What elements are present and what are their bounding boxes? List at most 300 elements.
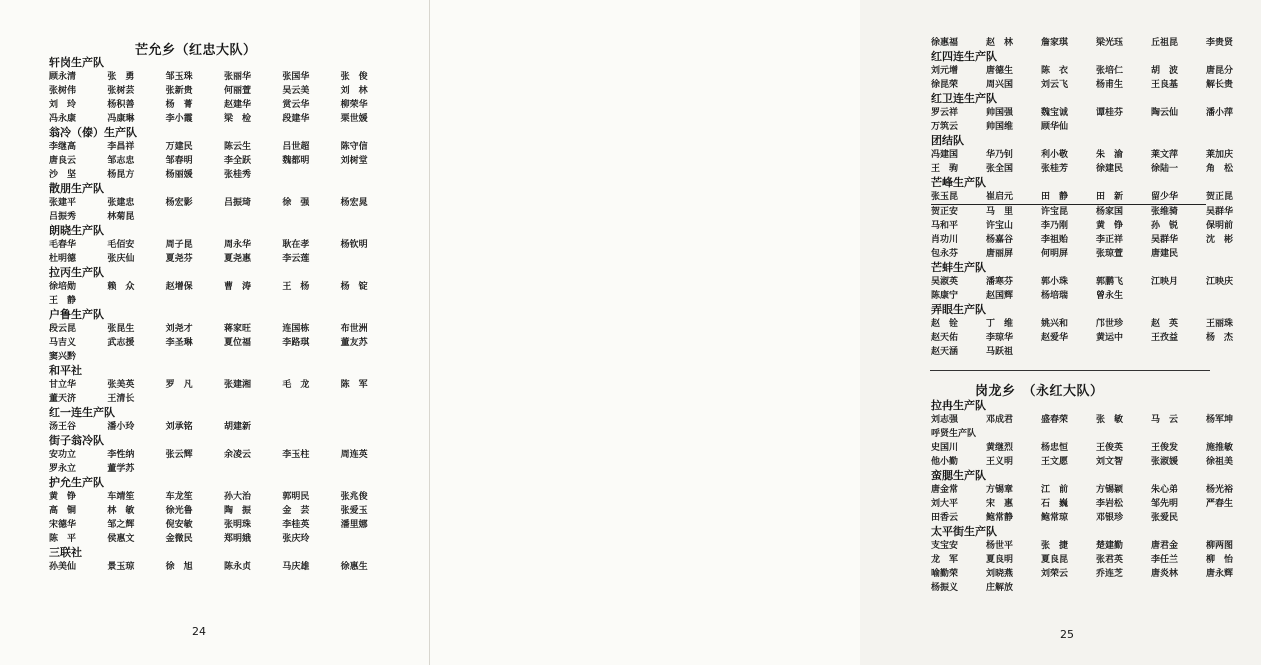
member-name: 姚兴和 <box>1041 319 1069 329</box>
member-name: 徐祖美 <box>1206 457 1234 467</box>
member-name: 喻勤荣 <box>931 569 959 579</box>
member-name: 刘大平 <box>931 499 959 509</box>
member-name: 董友苏 <box>340 338 368 348</box>
member-name: 布世洲 <box>340 324 368 334</box>
member-name: 徐惠生 <box>340 562 368 572</box>
member-name: 李正祥 <box>1096 235 1124 245</box>
member-name: 黄运中 <box>1096 333 1124 343</box>
member-grid <box>49 322 399 364</box>
member-name: 刘树堂 <box>340 156 368 166</box>
member-name: 林菊昆 <box>107 212 135 222</box>
member-name: 张爱玉 <box>340 506 368 516</box>
member-name: 张建湘 <box>223 380 251 390</box>
member-name: 许宝昆 <box>1041 207 1069 217</box>
member-name: 刘荣云 <box>1041 569 1069 579</box>
member-name: 鲍常静 <box>986 513 1014 523</box>
member-name: 张 敏 <box>1096 415 1124 425</box>
member-name: 周连英 <box>340 450 368 460</box>
member-name: 张玉昆 <box>931 190 986 205</box>
member-name: 杨世平 <box>986 541 1014 551</box>
member-name: 顾永清 <box>49 72 77 82</box>
member-name: 朱心弟 <box>1151 485 1179 495</box>
member-name: 史国川 <box>931 443 959 453</box>
team-heading: 红卫连生产队 <box>931 92 997 105</box>
member-name: 莱加庆 <box>1206 150 1234 160</box>
team-heading: 太平街生产队 <box>931 525 997 538</box>
member-name: 江映月 <box>1151 277 1179 287</box>
member-name: 李全跃 <box>223 156 251 166</box>
member-name: 梁 检 <box>223 114 251 124</box>
member-name: 杨家国 <box>1096 207 1124 217</box>
team-heading: 芒蚌生产队 <box>931 261 986 274</box>
member-name: 李昌祥 <box>107 142 135 152</box>
member-name: 王孜益 <box>1151 333 1179 343</box>
member-name: 夏尧芬 <box>165 254 193 264</box>
member-name: 林 敏 <box>107 506 135 516</box>
member-name: 陈康宁 <box>931 291 959 301</box>
member-name: 魏都明 <box>282 156 310 166</box>
member-name: 孙美仙 <box>49 562 77 572</box>
member-name: 马 云 <box>1151 415 1179 425</box>
team-section <box>931 261 1261 303</box>
member-name: 高 铜 <box>49 506 77 516</box>
member-name: 张桂秀 <box>223 170 251 180</box>
member-name: 杨忠恒 <box>1041 443 1069 453</box>
member-name: 赵天涵 <box>931 347 959 357</box>
member-name: 留少华 <box>1151 190 1206 205</box>
member-name: 石 巍 <box>1041 499 1069 509</box>
member-name: 张昆生 <box>107 324 135 334</box>
member-name: 侯惠文 <box>107 534 135 544</box>
right-page <box>430 0 1234 665</box>
member-name: 赵 铨 <box>931 319 959 329</box>
member-name: 马庆雄 <box>282 562 310 572</box>
member-grid <box>931 441 1261 469</box>
member-name: 李玉柱 <box>282 450 310 460</box>
member-name: 支宝安 <box>931 541 959 551</box>
member-name: 王 杨 <box>282 282 310 292</box>
team-section <box>49 308 399 364</box>
member-name: 车靖笙 <box>107 492 135 502</box>
team-section <box>931 441 1261 469</box>
member-name: 赵天佑 <box>931 333 959 343</box>
member-name: 李岩松 <box>1096 499 1124 509</box>
member-grid <box>49 560 399 574</box>
team-heading: 三联社 <box>49 546 82 559</box>
member-name: 汤王谷 <box>49 422 77 432</box>
member-name: 朱 渝 <box>1096 150 1124 160</box>
member-name: 车龙笙 <box>165 492 193 502</box>
member-name: 倪安敏 <box>165 520 193 530</box>
member-name: 杨 菁 <box>165 100 193 110</box>
team-section <box>931 92 1261 134</box>
team-section <box>931 469 1261 525</box>
member-name: 吕振琦 <box>223 198 251 208</box>
team-heading: 红一连生产队 <box>49 406 115 419</box>
member-name: 杨 杰 <box>1206 333 1234 343</box>
member-name: 段云昆 <box>49 324 77 334</box>
member-name: 赵建华 <box>223 100 251 110</box>
member-grid <box>49 280 399 308</box>
member-name: 陈 平 <box>49 534 77 544</box>
member-name: 段建华 <box>282 114 310 124</box>
member-grid <box>931 539 1261 595</box>
member-name: 田香云 <box>931 513 959 523</box>
member-grid <box>931 36 1261 50</box>
member-name: 马和平 <box>931 221 959 231</box>
member-name: 贺正昆 <box>1206 192 1234 202</box>
member-name: 冯康琳 <box>107 114 135 124</box>
member-name: 周永华 <box>223 240 251 250</box>
member-grid <box>931 190 1261 261</box>
member-name: 宋 惠 <box>986 499 1014 509</box>
member-name: 周子昆 <box>165 240 193 250</box>
member-name: 耿在孝 <box>282 240 310 250</box>
page-title: 岗龙乡 （永红大队） <box>975 384 1104 399</box>
member-name: 庄解放 <box>986 583 1014 593</box>
team-heading: 翁冷（傣）生产队 <box>49 126 137 139</box>
member-name: 赵国辉 <box>986 291 1014 301</box>
member-name: 赏云华 <box>282 100 310 110</box>
member-name: 李云莲 <box>282 254 310 264</box>
member-name: 刘尧才 <box>165 324 193 334</box>
member-name: 曹 涛 <box>223 282 251 292</box>
member-name: 王丽珠 <box>1206 319 1234 329</box>
member-name: 徐陆一 <box>1151 164 1179 174</box>
member-name: 赵爱华 <box>1041 333 1069 343</box>
member-name: 顾华仙 <box>1041 122 1069 132</box>
member-name: 解长贵 <box>1206 80 1234 90</box>
member-name: 杨振义 <box>931 583 959 593</box>
member-name: 唐良云 <box>49 156 77 166</box>
member-name: 夏良昆 <box>1041 555 1069 565</box>
member-name: 方锡章 <box>986 485 1014 495</box>
member-name: 杨宏影 <box>165 198 193 208</box>
member-name: 张 捷 <box>1041 541 1069 551</box>
member-name: 张云辉 <box>165 450 193 460</box>
member-grid <box>49 448 399 476</box>
team-section <box>931 399 1261 441</box>
member-name: 赵 林 <box>986 38 1014 48</box>
member-name: 包永芬 <box>931 249 959 259</box>
team-heading: 朗晓生产队 <box>49 224 104 237</box>
member-grid <box>49 140 399 182</box>
member-name: 龙 军 <box>931 555 959 565</box>
member-name: 董学苏 <box>107 464 135 474</box>
team-heading: 蛮腮生产队 <box>931 469 986 482</box>
member-grid <box>931 106 1261 134</box>
member-name: 呼贤生产队 <box>931 429 977 439</box>
member-name: 武志援 <box>107 338 135 348</box>
member-name: 罗永立 <box>49 464 77 474</box>
member-name: 杨钦明 <box>340 240 368 250</box>
member-name: 唐金常 <box>931 485 959 495</box>
member-name: 丁 维 <box>986 319 1014 329</box>
member-name: 张树芸 <box>107 86 135 96</box>
member-name: 马 里 <box>986 207 1014 217</box>
member-name: 严春生 <box>1206 499 1234 509</box>
member-grid <box>49 238 399 266</box>
right-section-list-bottom <box>931 399 1261 595</box>
member-name: 郭明民 <box>282 492 310 502</box>
member-name: 莱文萍 <box>1151 150 1179 160</box>
member-name: 蒋家旺 <box>223 324 251 334</box>
member-name: 刘承铭 <box>165 422 193 432</box>
team-section <box>931 303 1261 359</box>
member-name: 栗世媛 <box>340 114 368 124</box>
member-name: 陈 衣 <box>1041 66 1069 76</box>
member-name: 孙大治 <box>223 492 251 502</box>
team-section <box>49 266 399 308</box>
team-heading: 拉丙生产队 <box>49 266 104 279</box>
member-name: 罗 凡 <box>165 380 193 390</box>
member-name: 罗云祥 <box>931 108 959 118</box>
member-name: 邹玉珠 <box>165 72 193 82</box>
member-name: 唐君金 <box>1151 541 1179 551</box>
member-name: 吴群华 <box>1151 235 1179 245</box>
page-number: 24 <box>192 625 206 638</box>
member-name: 刘 玲 <box>49 100 77 110</box>
member-name: 吴淑英 <box>931 277 959 287</box>
team-section <box>931 36 1261 50</box>
member-name: 华乃钊 <box>986 150 1014 160</box>
member-name: 李路琪 <box>282 338 310 348</box>
member-name: 李贵贤 <box>1206 38 1234 48</box>
member-name: 张琼萱 <box>1096 249 1124 259</box>
team-heading: 芒峰生产队 <box>931 176 986 189</box>
member-name: 赖 众 <box>107 282 135 292</box>
member-name: 唐丽屏 <box>986 249 1014 259</box>
member-name: 黄 铮 <box>49 492 77 502</box>
member-name: 潘小萍 <box>1206 108 1234 118</box>
member-name: 潘里娜 <box>340 520 368 530</box>
member-name: 邹春明 <box>165 156 193 166</box>
member-name: 张兆俊 <box>340 492 368 502</box>
member-name: 方锡颖 <box>1096 485 1124 495</box>
member-name: 金微民 <box>165 534 193 544</box>
member-name: 陈守信 <box>340 142 368 152</box>
member-name: 张全国 <box>986 164 1014 174</box>
member-name: 杨积善 <box>107 100 135 110</box>
member-name: 唐德生 <box>986 66 1014 76</box>
member-name: 曾永生 <box>1096 291 1124 301</box>
member-name: 胡建新 <box>223 422 251 432</box>
member-name: 邓成君 <box>986 415 1014 425</box>
member-name: 张爱民 <box>1151 513 1179 523</box>
left-section-list <box>49 56 399 574</box>
member-name: 万筑云 <box>931 122 959 132</box>
member-name: 崔启元 <box>986 190 1041 205</box>
member-name: 他小勤 <box>931 457 959 467</box>
member-name: 何丽萱 <box>223 86 251 96</box>
member-name: 赵 英 <box>1151 319 1179 329</box>
member-name: 张明珠 <box>223 520 251 530</box>
member-grid <box>931 317 1261 359</box>
member-name: 黄继烈 <box>986 443 1014 453</box>
member-name: 李继高 <box>49 142 77 152</box>
page-number: 25 <box>1060 628 1074 641</box>
team-section <box>931 176 1261 261</box>
member-name: 毛春华 <box>49 240 77 250</box>
member-name: 杨甫生 <box>1096 80 1124 90</box>
member-grid <box>931 64 1261 92</box>
member-name: 魏宝诚 <box>1041 108 1069 118</box>
member-name: 张培仁 <box>1096 66 1124 76</box>
member-name: 何明屏 <box>1041 249 1069 259</box>
member-name: 陈 军 <box>340 380 368 390</box>
right-section-list-top <box>931 36 1261 359</box>
member-name: 张建平 <box>49 198 77 208</box>
member-name: 徐惠福 <box>931 38 959 48</box>
member-name: 潘寒芬 <box>986 277 1014 287</box>
team-section <box>49 546 399 574</box>
team-section <box>49 476 399 546</box>
member-name: 李琼华 <box>986 333 1014 343</box>
member-grid <box>931 483 1261 525</box>
member-name: 帅国维 <box>986 122 1014 132</box>
member-name: 李桂英 <box>282 520 310 530</box>
member-name: 刘晓燕 <box>986 569 1014 579</box>
member-name: 杜明德 <box>49 254 77 264</box>
member-name: 许宝山 <box>986 221 1014 231</box>
team-heading: 街子翁冷队 <box>49 434 104 447</box>
member-grid <box>49 196 399 224</box>
member-name: 马吉义 <box>49 338 77 348</box>
team-section <box>49 364 399 406</box>
member-name: 乔连芝 <box>1096 569 1124 579</box>
member-name: 陶云仙 <box>1151 108 1179 118</box>
member-name: 杨 锭 <box>340 282 368 292</box>
team-section <box>49 182 399 224</box>
member-name: 宋德华 <box>49 520 77 530</box>
member-name: 柳两图 <box>1206 541 1234 551</box>
member-name: 保明前 <box>1206 221 1234 231</box>
member-name: 张新贵 <box>165 86 193 96</box>
member-name: 徐光鲁 <box>165 506 193 516</box>
member-name: 帅国强 <box>986 108 1014 118</box>
member-grid <box>49 378 399 406</box>
member-name: 马跃祖 <box>986 347 1014 357</box>
member-name: 夏良明 <box>986 555 1014 565</box>
member-name: 余凌云 <box>223 450 251 460</box>
member-name: 冯建国 <box>931 150 959 160</box>
member-name: 江 前 <box>1041 485 1069 495</box>
member-name: 夏尧惠 <box>223 254 251 264</box>
member-name: 李圣琳 <box>165 338 193 348</box>
member-name: 徐昆荣 <box>931 80 959 90</box>
member-name: 邹之辉 <box>107 520 135 530</box>
member-name: 邹先明 <box>1151 499 1179 509</box>
member-name: 邝世珍 <box>1096 319 1124 329</box>
member-name: 窦兴黔 <box>49 352 77 362</box>
member-name: 郑明娥 <box>223 534 251 544</box>
member-name: 张 俊 <box>340 72 368 82</box>
member-name: 刘元增 <box>931 66 959 76</box>
member-name: 利小敬 <box>1041 150 1069 160</box>
member-name: 张丽华 <box>223 72 251 82</box>
member-name: 吕世超 <box>282 142 310 152</box>
member-name: 吕振秀 <box>49 212 77 222</box>
member-name: 张国华 <box>282 72 310 82</box>
member-name: 张维骑 <box>1151 207 1179 217</box>
member-name: 张美英 <box>107 380 135 390</box>
member-name: 徐培勋 <box>49 282 77 292</box>
member-name: 周兴国 <box>986 80 1014 90</box>
member-name: 吴云美 <box>282 86 310 96</box>
member-name: 毛佰安 <box>107 240 135 250</box>
member-name: 夏位福 <box>223 338 251 348</box>
member-name: 王义明 <box>986 457 1014 467</box>
team-heading: 和平社 <box>49 364 82 377</box>
member-name: 张桂芳 <box>1041 164 1069 174</box>
team-heading: 散朋生产队 <box>49 182 104 195</box>
member-name: 王良基 <box>1151 80 1179 90</box>
member-name: 田 新 <box>1096 190 1151 205</box>
member-name: 邹志忠 <box>107 156 135 166</box>
member-name: 唐永辉 <box>1206 569 1234 579</box>
member-name: 张建忠 <box>107 198 135 208</box>
member-name: 王 静 <box>49 296 77 306</box>
member-name: 连国栋 <box>282 324 310 334</box>
member-name: 陶 振 <box>223 506 251 516</box>
team-heading: 护允生产队 <box>49 476 104 489</box>
member-grid <box>931 413 1261 441</box>
member-name: 沙 坚 <box>49 170 77 180</box>
member-grid <box>49 70 399 126</box>
member-name: 邓银珍 <box>1096 513 1124 523</box>
member-grid <box>49 490 399 546</box>
team-section <box>931 525 1261 595</box>
member-name: 李乃刚 <box>1041 221 1069 231</box>
member-name: 赵增保 <box>165 282 193 292</box>
member-name: 张君英 <box>1096 555 1124 565</box>
member-name: 毛 龙 <box>282 380 310 390</box>
member-name: 金 芸 <box>282 506 310 516</box>
member-name: 杨军坤 <box>1206 415 1234 425</box>
member-name: 吴群华 <box>1206 207 1234 217</box>
team-section <box>49 434 399 476</box>
member-name: 丘祖昆 <box>1151 38 1179 48</box>
member-name: 刘志强 <box>931 415 959 425</box>
member-name: 李祖贻 <box>1041 235 1069 245</box>
section-divider <box>930 370 1210 371</box>
team-section <box>49 224 399 266</box>
member-name: 唐炎林 <box>1151 569 1179 579</box>
member-name: 杨光裕 <box>1206 485 1234 495</box>
member-name: 贺正安 <box>931 207 959 217</box>
member-name: 孙 锐 <box>1151 221 1179 231</box>
team-heading: 户鲁生产队 <box>49 308 104 321</box>
member-name: 杨培瑞 <box>1041 291 1069 301</box>
member-name: 杨宏晁 <box>340 198 368 208</box>
member-name: 潘小玲 <box>107 422 135 432</box>
member-name: 肖功川 <box>931 235 959 245</box>
team-heading: 团结队 <box>931 134 964 147</box>
member-name: 郭小珠 <box>1041 277 1069 287</box>
member-name: 盛春荣 <box>1041 415 1069 425</box>
page-title: 芒允乡（红忠大队） <box>135 43 257 58</box>
member-name: 景玉琼 <box>107 562 135 572</box>
left-page <box>0 0 430 665</box>
member-name: 角 松 <box>1206 164 1234 174</box>
member-name: 梁光珏 <box>1096 38 1124 48</box>
member-name: 董天济 <box>49 394 77 404</box>
team-section <box>931 50 1261 92</box>
team-heading: 拉冉生产队 <box>931 399 986 412</box>
member-name: 张庆玲 <box>282 534 310 544</box>
member-name: 杨嘉谷 <box>986 235 1014 245</box>
member-name: 李性纳 <box>107 450 135 460</box>
